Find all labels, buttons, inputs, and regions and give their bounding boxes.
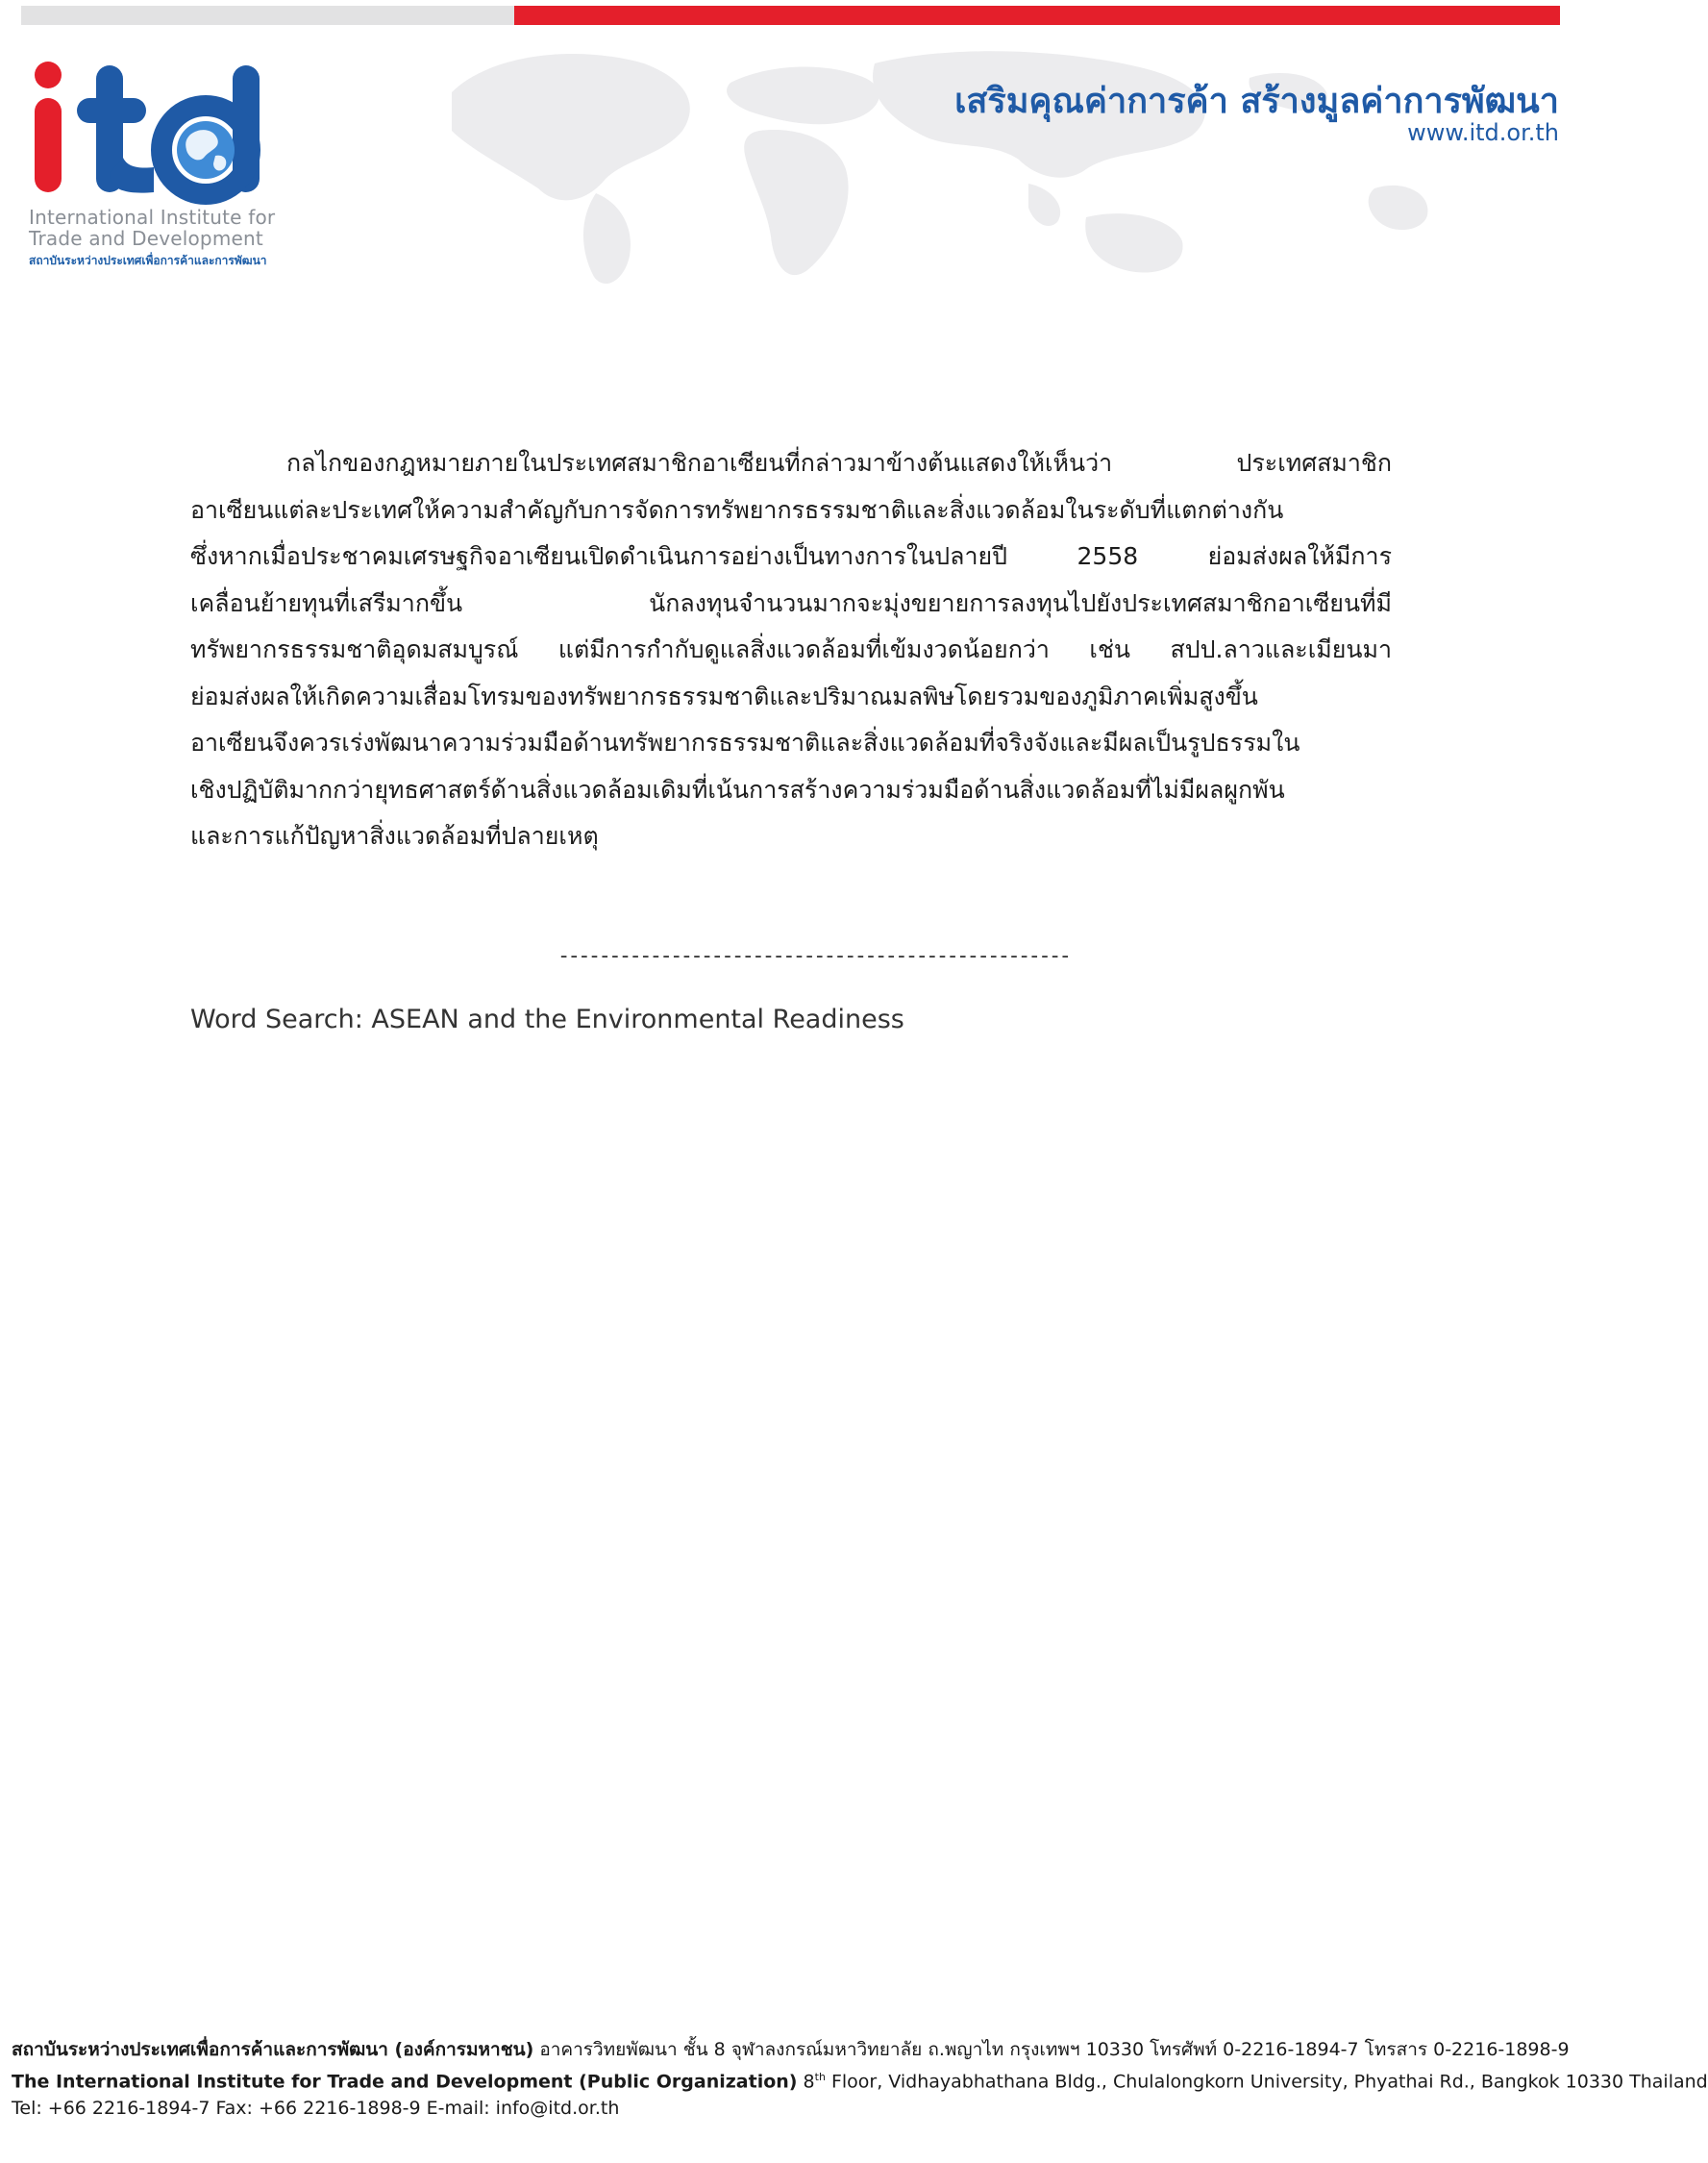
word-search-label: Word Search: ASEAN and the Environmental Readiness — [190, 1005, 904, 1034]
logo-name-en-line1: International Institute for — [29, 206, 276, 229]
footer-floor-suffix: th — [814, 2070, 826, 2083]
itd-logo — [27, 58, 279, 269]
footer-address-en — [12, 2064, 1708, 2096]
page-footer — [12, 2036, 1708, 2123]
paragraph-line: เคลื่อนย้ายทุนที่เสรีมากขึ้น นักลงทุนจำนวนมากจะมุ่งขยายการลงทุนไปยังประเทศสมาชิกอาเซียนที่มี — [190, 588, 1392, 617]
logo-name-en-line2: Trade and Development — [29, 227, 263, 250]
paragraph-line: เชิงปฏิบัติมากกว่ายุทธศาสตร์ด้านสิ่งแวดล้อมเดิมที่เน้นการสร้างความร่วมมือด้านสิ่งแวดล้อมที่ไม่มีผลผูกพัน — [190, 775, 1285, 804]
paragraph-line: อาเซียนจึงควรเร่งพัฒนาความร่วมมือด้านทรัพยากรธรรมชาติและสิ่งแวดล้อมที่จริงจังและมีผลเป็นรูปธรรมใน — [190, 729, 1300, 757]
footer-address-en-text: Floor, Vidhayabhathana Bldg., Chulalongkorn University, Phyathai Rd., Bangkok 10330 Thailand — [825, 2070, 1708, 2092]
header-red-bar — [514, 6, 1560, 25]
footer-address-th — [12, 2036, 1573, 2064]
paragraph-line: กลไกของกฎหมายภายในประเทศสมาชิกอาเซียนที่กล่าวมาข้างต้นแสดงให้เห็นว่า ประเทศสมาชิก — [286, 449, 1392, 477]
world-map-background — [413, 25, 1567, 294]
paragraph-line: และการแก้ปัญหาสิ่งแวดล้อมที่ปลายเหตุ — [190, 822, 599, 850]
article-body — [190, 440, 1392, 860]
paragraph-line: อาเซียนแต่ละประเทศให้ความสำคัญกับการจัดการทรัพยากรธรรมชาติและสิ่งแวดล้อมในระดับที่แตกต่างกัน — [190, 495, 1284, 524]
footer-org-name-th: สถาบันระหว่างประเทศเพื่อการค้าและการพัฒนา (องค์การมหาชน) — [12, 2039, 534, 2060]
footer-org-name-en: The International Institute for Trade and Development (Public Organization) — [12, 2070, 798, 2092]
footer-address-th-text: อาคารวิทยพัฒนา ชั้น 8 จุฬาลงกรณ์มหาวิทยาลัย ถ.พญาไท กรุงเทพฯ 10330 โทรศัพท์ 0-2216-1894-7 โทรสาร 0-2216-1898-9 — [533, 2039, 1570, 2060]
footer-contact: Tel: +66 2216-1894-7 Fax: +66 2216-1898-9 E-mail: info@itd.or.th — [12, 2098, 620, 2120]
itd-logo-mark — [27, 58, 279, 202]
paragraph-line: ย่อมส่งผลให้เกิดความเสื่อมโทรมของทรัพยากรธรรมชาติและปริมาณมลพิษโดยรวมของภูมิภาคเพิ่มสูงขึ้น — [190, 682, 1258, 710]
section-separator: -------------------------------------------------- — [557, 944, 1070, 968]
header-gray-bar — [21, 6, 514, 25]
article-paragraph — [190, 440, 1392, 860]
header-slogan: เสริมคุณค่าการค้า สร้างมูลค่าการพัฒนา — [954, 82, 1559, 121]
header-website: www.itd.or.th — [1407, 119, 1559, 146]
footer-floor-number: 8 — [797, 2070, 815, 2092]
logo-name-th: สถาบันระหว่างประเทศเพื่อการค้าและการพัฒนา — [29, 254, 267, 267]
paragraph-line: ทรัพยากรธรรมชาติอุดมสมบูรณ์ แต่มีการกำกับดูแลสิ่งแวดล้อมที่เข้มงวดน้อยกว่า เช่น สปป.ลาวและเมียนมา — [190, 635, 1392, 663]
paragraph-line: ซึ่งหากเมื่อประชาคมเศรษฐกิจอาเซียนเปิดดำเนินการอย่างเป็นทางการในปลายปี 2558 ย่อมส่งผลให้มีการ — [190, 542, 1392, 570]
